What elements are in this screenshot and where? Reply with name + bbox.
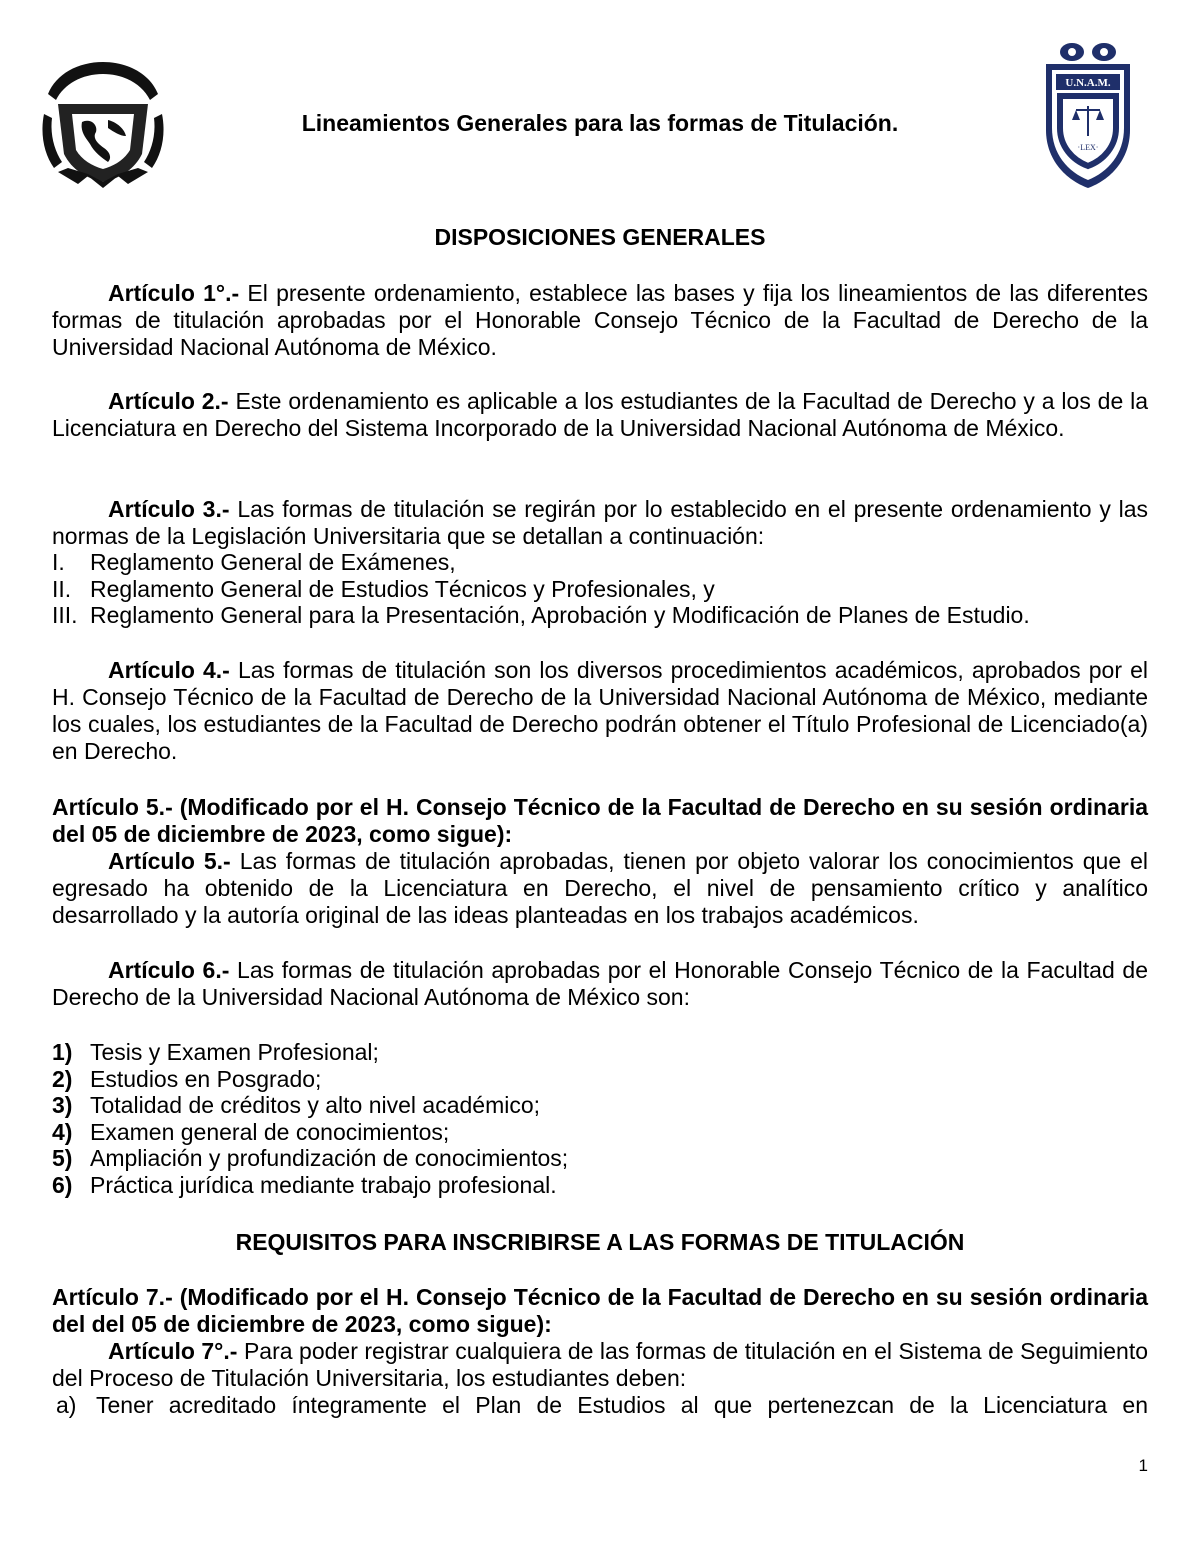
list-item [52, 1092, 1148, 1119]
list-item-text: Totalidad de créditos y alto nivel académico; [90, 1092, 541, 1118]
list-item-number: 3) [52, 1092, 73, 1118]
list-item-text: Tesis y Examen Profesional; [90, 1039, 379, 1065]
list-item-text: Reglamento General de Estudios Técnicos y Profesionales, y [90, 575, 715, 602]
logo-right-top-text: U.N.A.M. [1065, 77, 1111, 89]
article-6 [52, 957, 1148, 1011]
article-3-list [52, 549, 1148, 629]
list-item-number: 5) [52, 1145, 73, 1171]
list-item-number: a) [56, 1392, 77, 1418]
article-4 [52, 657, 1148, 765]
article-5-label: Artículo 5.- [108, 848, 231, 874]
list-item [52, 1145, 1148, 1172]
list-item [52, 549, 1148, 576]
article-1 [52, 280, 1148, 361]
article-3-label: Artículo 3.- [108, 496, 230, 522]
article-6-text: Las formas de titulación aprobadas por el Honorable Consejo Técnico de la Facultad de Derecho de la Universidad Nacional Autónoma de México son: [52, 957, 1148, 1010]
list-item-text: Reglamento General para la Presentación, Aprobación y Modificación de Planes de Estudio. [90, 602, 1030, 628]
document-title: Lineamientos Generales para las formas de Titulación. [301, 110, 899, 136]
article-6-label: Artículo 6.- [108, 957, 230, 983]
article-7-text: Para poder registrar cualquiera de las formas de titulación en el Sistema de Seguimiento del Proceso de Titulación Universitaria, los estudiantes deben: [52, 1338, 1149, 1391]
list-item-text: Reglamento General de Exámenes, [90, 549, 456, 575]
section-title-disposiciones: DISPOSICIONES GENERALES [434, 224, 766, 250]
list-item [52, 1119, 1148, 1146]
article-1-label: Artículo 1°.- [108, 280, 240, 306]
list-item-number: 1) [52, 1039, 73, 1065]
list-item [52, 1172, 1148, 1199]
list-item-text: Práctica jurídica mediante trabajo profesional. [90, 1171, 557, 1198]
list-item [52, 602, 1148, 629]
list-item-text: Estudios en Posgrado; [90, 1065, 322, 1092]
article-6-list [52, 1039, 1148, 1198]
list-item-text: Ampliación y profundización de conocimientos; [90, 1145, 569, 1171]
list-item [52, 1066, 1148, 1093]
section-title-requisitos: REQUISITOS PARA INSCRIBIRSE A LAS FORMAS DE TITULACIÓN [235, 1229, 965, 1255]
article-5 [52, 848, 1148, 929]
article-3-text: Las formas de titulación se regirán por lo establecido en el presente ordenamiento y las normas de la Legislación Universitaria que se detallan a continuación: [52, 496, 1149, 549]
list-item [52, 1039, 1148, 1066]
article-5-heading: Artículo 5.- (Modificado por el H. Consejo Técnico de la Facultad de Derecho en su sesión ordinaria del 05 de diciembre de 2023, como sigue): [52, 794, 1148, 847]
article-7-label: Artículo 7°.- [108, 1338, 238, 1364]
article-4-text: Las formas de titulación son los diversos procedimientos académicos, aprobados por el H. Consejo Técnico de la Facultad de Derecho de la Universidad Nacional Autónoma de México, mediante los cuales, los estudiantes de la Facultad de Derecho podrán obtener el Título Profesional de Licenciado(a) en Derecho. [52, 657, 1148, 764]
article-2 [52, 388, 1148, 442]
article-2-text: Este ordenamiento es aplicable a los estudiantes de la Facultad de Derecho y a los de la Licenciatura en Derecho del Sistema Incorporado de la Universidad Nacional Autónoma de México. [52, 388, 1149, 441]
article-2-label: Artículo 2.- [108, 388, 229, 414]
article-7-heading: Artículo 7.- (Modificado por el H. Consejo Técnico de la Facultad de Derecho en su sesión ordinaria del del 05 de diciembre de 2023, como sigue): [52, 1284, 1148, 1337]
article-3 [52, 496, 1148, 550]
list-item-number: 6) [52, 1171, 73, 1198]
list-item-number: I. [52, 549, 65, 575]
list-item [52, 576, 1148, 603]
logo-right-lex-text: ·LEX· [1077, 143, 1099, 152]
list-item-number: 2) [52, 1065, 73, 1092]
article-7 [52, 1338, 1148, 1392]
article-7-item-a [52, 1392, 1148, 1419]
list-item-number: II. [52, 575, 72, 602]
article-1-text: El presente ordenamiento, establece las bases y fija los lineamientos de las diferentes formas de titulación aprobadas por el Honorable Consejo Técnico de la Facultad de Derecho de la Universidad Nacional Autónoma de México. [52, 280, 1148, 360]
page-number: 1 [1138, 1456, 1148, 1475]
list-item-number: III. [52, 602, 78, 628]
list-item-text: Tener acreditado íntegramente el Plan de Estudios al que pertenezcan de la Licenciatura en [96, 1392, 1148, 1418]
article-4-label: Artículo 4.- [108, 657, 230, 683]
list-item-number: 4) [52, 1118, 73, 1145]
article-5-text: Las formas de titulación aprobadas, tienen por objeto valorar los conocimientos que el egresado ha obtenido de la Licenciatura en Derecho, el nivel de pensamiento crítico y analítico desarrollado y la autoría original de las ideas planteadas en los trabajos académicos. [52, 848, 1149, 928]
list-item-text: Examen general de conocimientos; [90, 1118, 450, 1145]
